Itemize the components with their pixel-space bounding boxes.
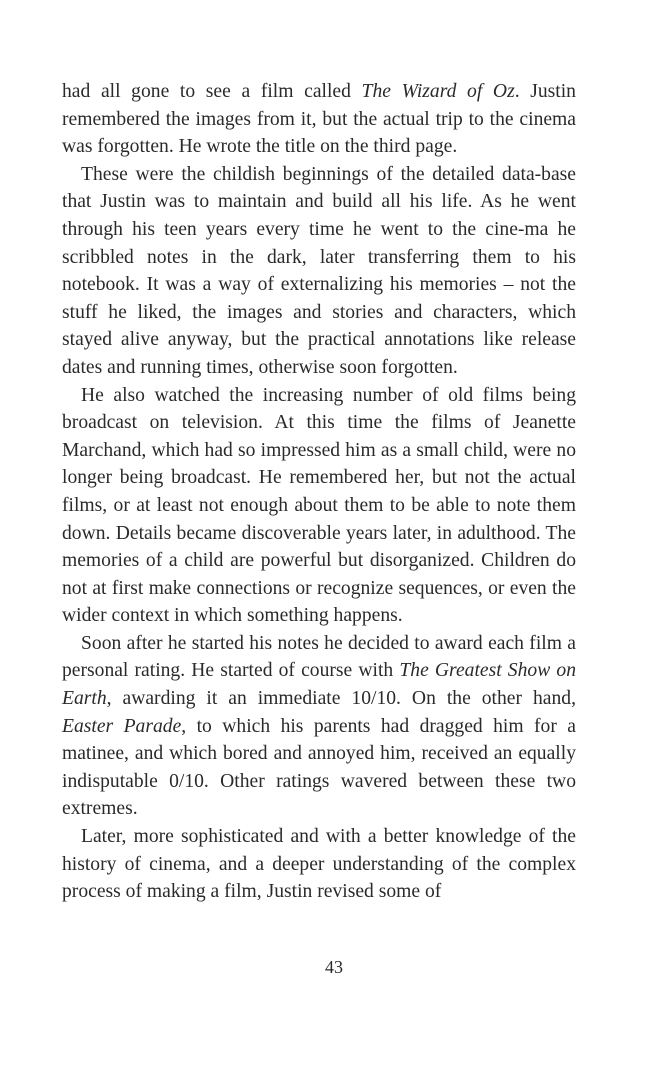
paragraph-5 [62, 823, 576, 906]
page-number: 43 [325, 957, 343, 977]
film-title-greatest-show-on-earth: The Greatest Show on Earth [62, 660, 577, 710]
text-segment: These were the childish beginnings of the detailed data-base that Justin was to maintain and build all his life. As he went through his teen years every time he went to the cine-ma he scribbled notes in the dark, later transferring them to his notebook. It was a way of externalizing his memories – not the stuff he liked, the images and stories and characters, which stayed alive anyway, but the practical annotations like release dates and running times, otherwise soon forgotten. [62, 163, 576, 378]
paragraph-1 [62, 78, 576, 161]
text-segment: Soon after he started his notes he decided to award each film a personal rating. He started of course with [62, 632, 576, 682]
book-page-text [62, 78, 576, 906]
paragraph-2 [62, 161, 576, 382]
film-title-wizard-of-oz: The Wizard of Oz [361, 81, 515, 102]
text-segment: , to which his parents had dragged him for a matinee, and which bored and annoyed him, received an equally indisputable 0/10. Other ratings wavered between these two extremes. [62, 715, 576, 820]
text-segment: Later, more sophisticated and with a better knowledge of the history of cinema, and a deeper understanding of the complex process of making a film, Justin revised some of [62, 826, 576, 903]
film-title-easter-parade: Easter Parade [62, 715, 182, 737]
text-segment: had all gone to see a film called [62, 81, 362, 102]
paragraph-3 [62, 382, 576, 630]
paragraph-4 [62, 630, 576, 823]
text-segment: . Justin remembered the images from it, but the actual trip to the cinema was forgotten. He wrote the title on the third page. [62, 81, 576, 158]
text-segment: , awarding it an immediate 10/10. On the other hand, [106, 688, 576, 710]
text-segment: He also watched the increasing number of old films being broadcast on television. At this time the films of Jeanette Marchand, which had so impressed him as a small child, were no longer being broadcast. He remembered her, but not the actual films, or at least not enough about them to be able to note them down. Details became discoverable years later, in adulthood. The memories of a child are powerful but disorganized. Children do not at first make connections or recognize sequences, or even the wider context in which something happens. [62, 384, 576, 627]
